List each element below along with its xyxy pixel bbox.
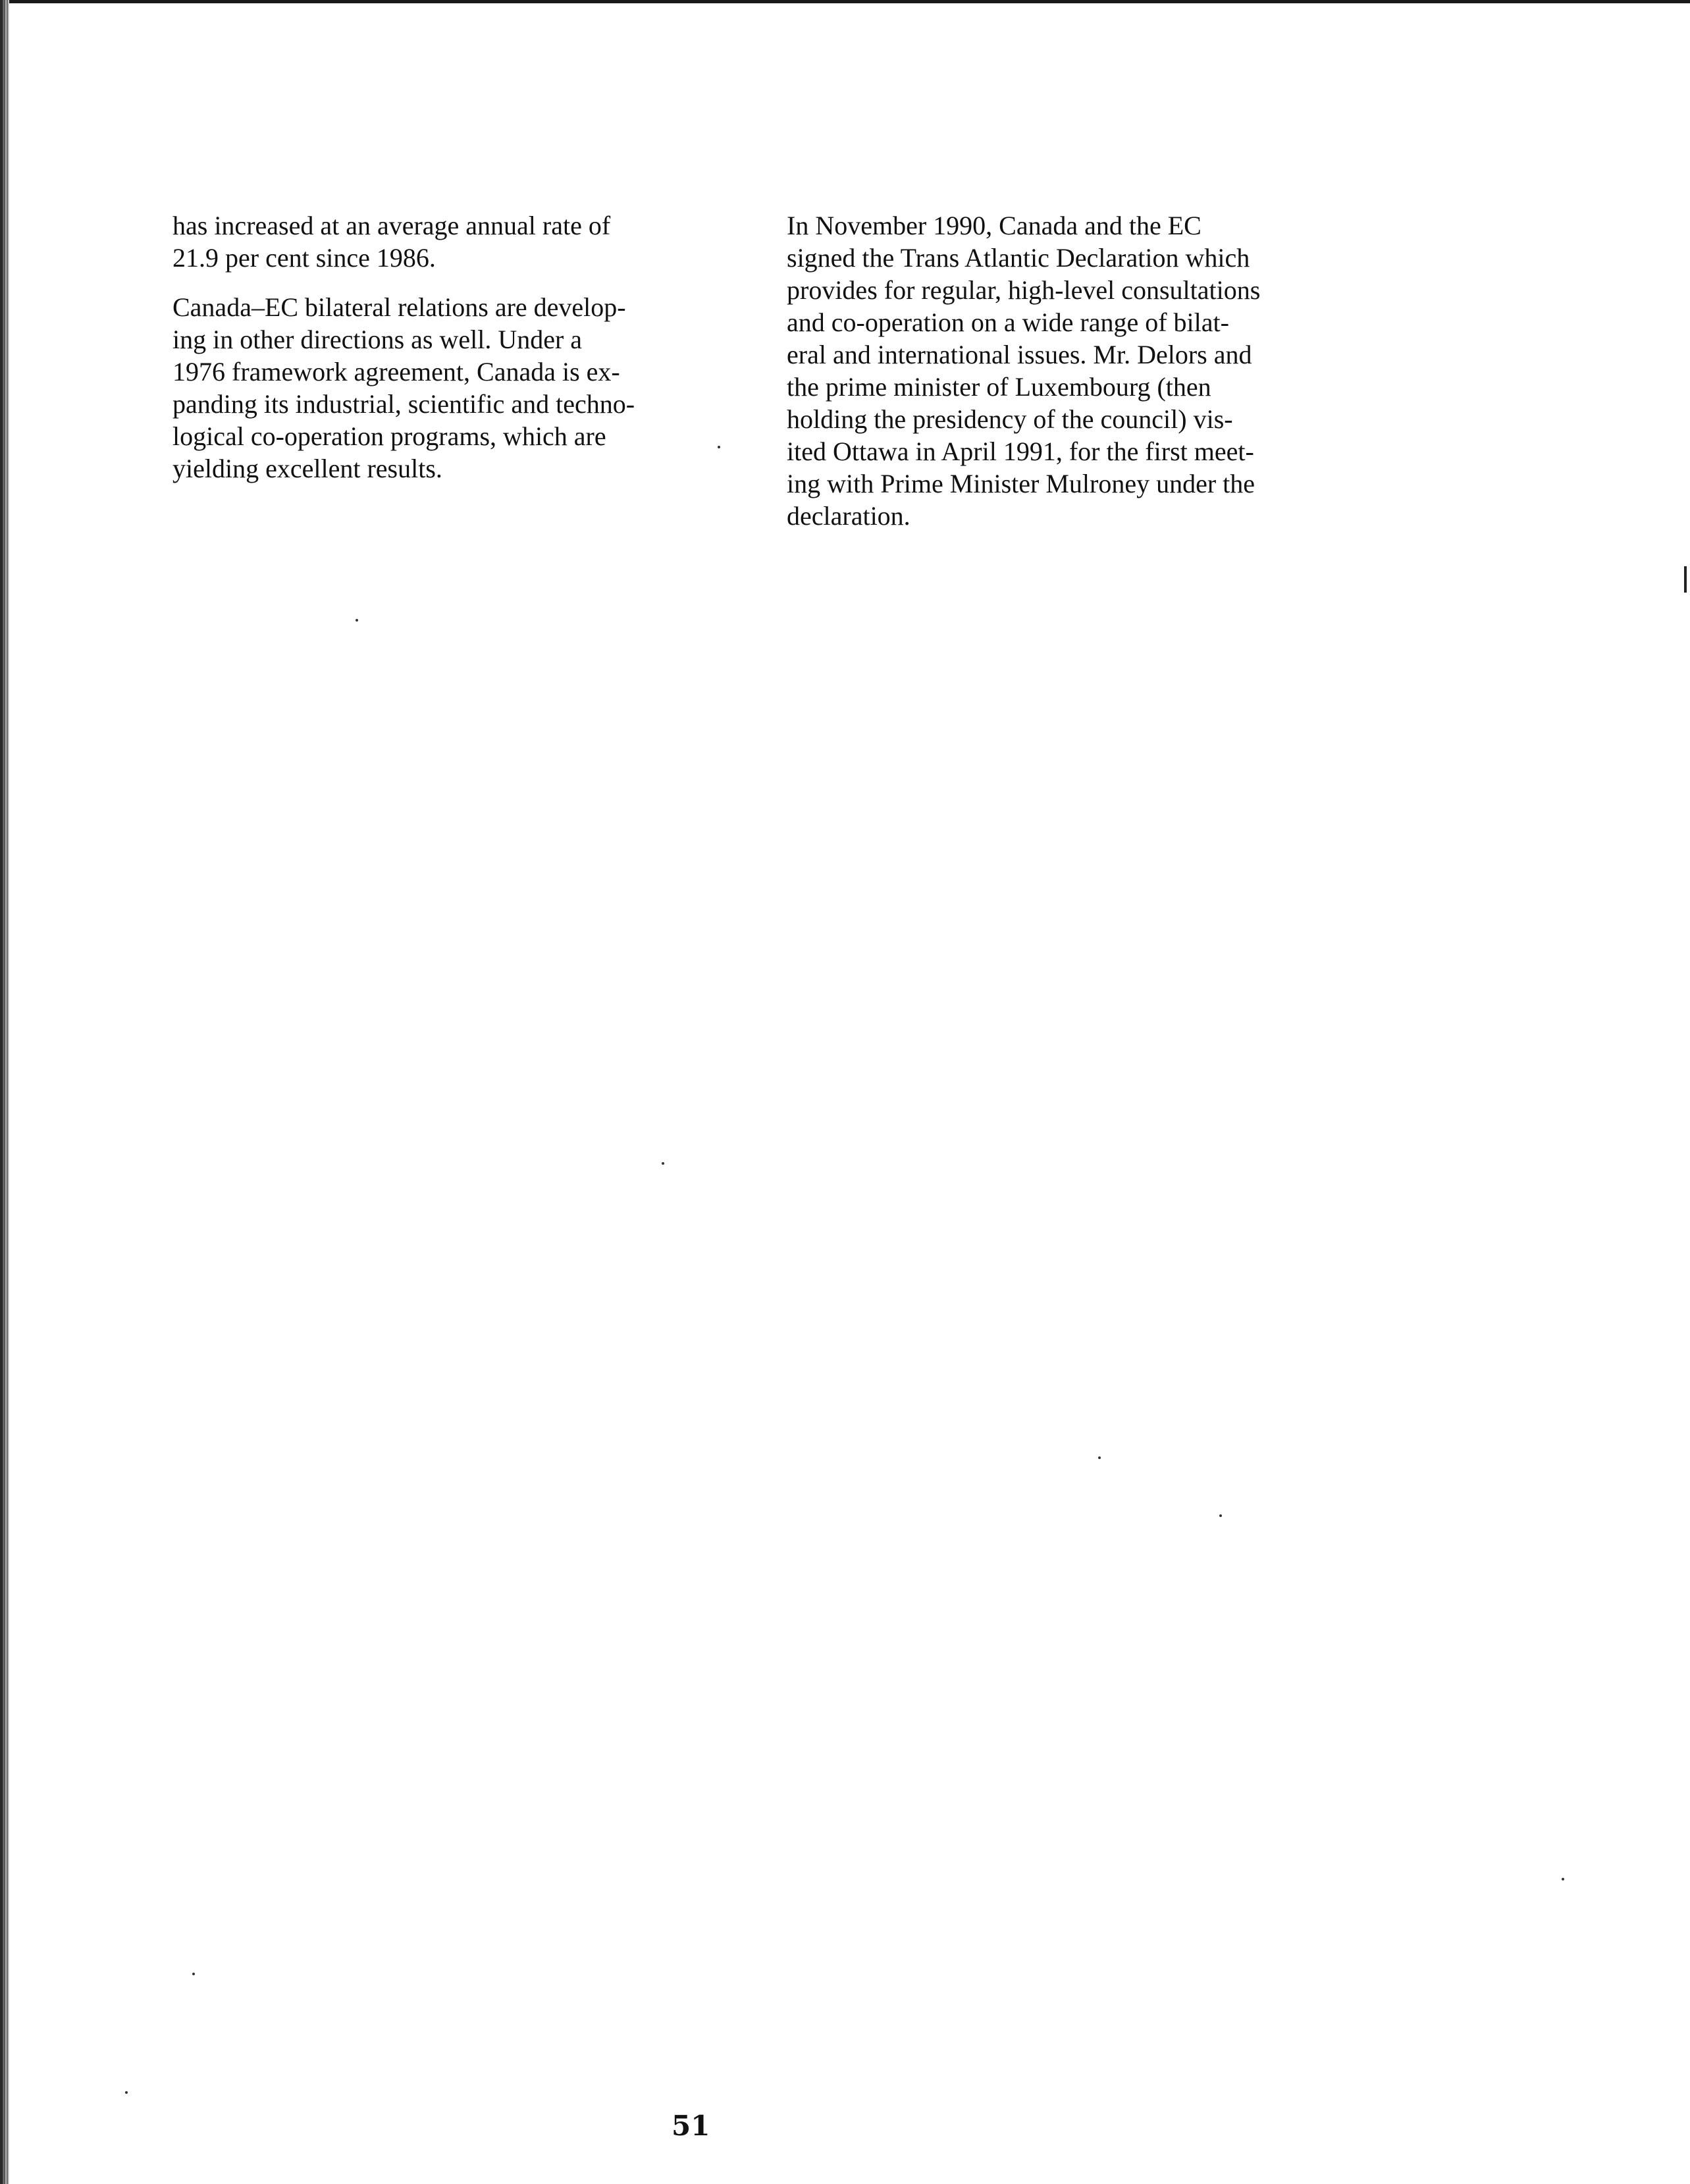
- text-line: eral and international issues. Mr. Delors and: [787, 340, 1252, 369]
- paragraph: [172, 291, 726, 485]
- text-line: panding its industrial, scientific and techno-: [172, 389, 635, 419]
- scan-right-mark: [1684, 566, 1687, 593]
- scan-left-edge: [0, 0, 9, 2184]
- page-number: 51: [672, 2110, 710, 2142]
- text-line: yielding excellent results.: [172, 454, 442, 483]
- scan-speck: [356, 619, 358, 622]
- text-line: 21.9 per cent since 1986.: [172, 243, 436, 273]
- scan-speck: [192, 1973, 195, 1975]
- scan-speck: [1098, 1456, 1101, 1459]
- text-line: Canada–EC bilateral relations are develop-: [172, 292, 626, 322]
- paragraph: [172, 209, 726, 274]
- text-line: the prime minister of Luxembourg (then: [787, 372, 1211, 402]
- scan-speck: [1562, 1878, 1564, 1880]
- text-line: ing in other directions as well. Under a: [172, 325, 583, 354]
- scan-speck: [1219, 1514, 1222, 1517]
- text-line: has increased at an average annual rate of: [172, 211, 611, 240]
- right-column: [787, 209, 1313, 549]
- text-line: 1976 framework agreement, Canada is ex-: [172, 357, 620, 386]
- paragraph: [787, 209, 1313, 532]
- text-line: declaration.: [787, 501, 911, 531]
- scan-speck: [125, 2091, 128, 2094]
- text-line: and co-operation on a wide range of bilat-: [787, 307, 1229, 337]
- text-line: ited Ottawa in April 1991, for the first meet-: [787, 437, 1254, 466]
- text-line: ing with Prime Minister Mulroney under the: [787, 469, 1255, 498]
- text-line: In November 1990, Canada and the EC: [787, 211, 1201, 240]
- left-column: [172, 209, 726, 502]
- text-line: logical co-operation programs, which are: [172, 421, 606, 451]
- text-line: provides for regular, high-level consultations: [787, 275, 1261, 305]
- scan-top-edge: [0, 0, 1690, 3]
- text-line: signed the Trans Atlantic Declaration which: [787, 243, 1250, 273]
- text-line: holding the presidency of the council) vis-: [787, 404, 1233, 434]
- scan-speck: [662, 1162, 664, 1165]
